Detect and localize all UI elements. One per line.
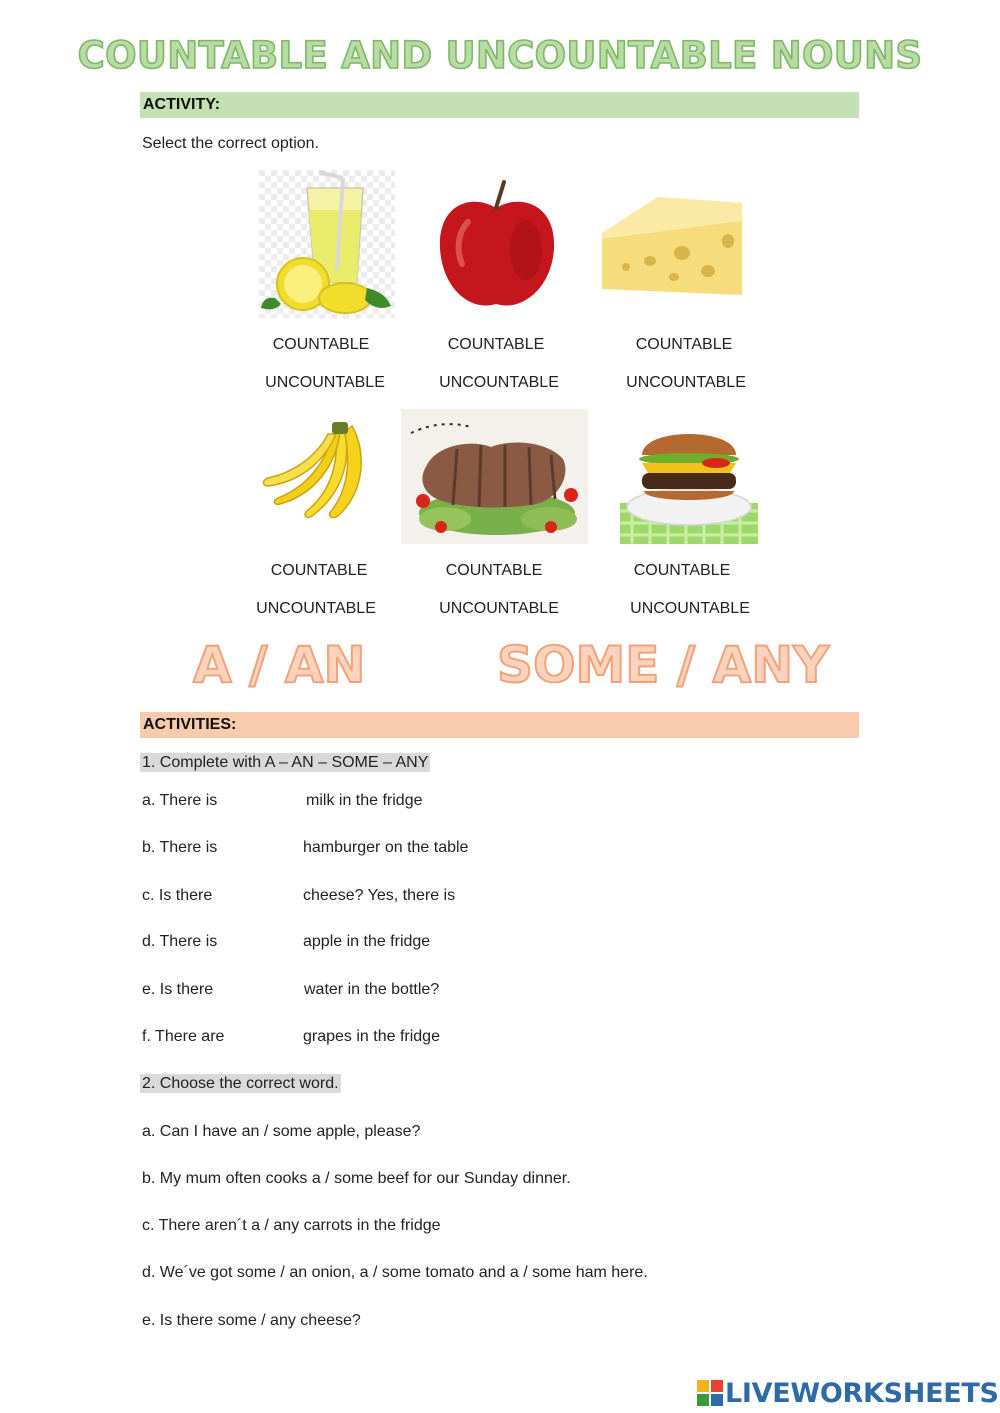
cheese-image bbox=[598, 193, 744, 301]
exercise1-item-c-before: c. Is there bbox=[142, 887, 213, 904]
exercise1-item-b-before: b. There is bbox=[142, 839, 218, 856]
exercise2-item-c[interactable]: c. There aren´t a / any carrots in the fridge bbox=[142, 1217, 441, 1234]
exercise1-item-e-before: e. Is there bbox=[142, 981, 214, 998]
apple-uncountable-option[interactable]: UNCOUNTABLE bbox=[439, 374, 559, 391]
exercise2-item-d[interactable]: d. We´ve got some / an onion, a / some tomato and a / some ham here. bbox=[142, 1264, 648, 1281]
exercise2-title bbox=[140, 1075, 341, 1093]
lemonade-image bbox=[259, 170, 395, 318]
exercise1-item-f-before: f. There are bbox=[142, 1028, 225, 1045]
bananas-image bbox=[262, 420, 374, 524]
activities-bar bbox=[140, 712, 859, 738]
exercise1-item-e-blank[interactable] bbox=[226, 979, 298, 1001]
hamburger-countable-option[interactable]: COUNTABLE bbox=[633, 562, 731, 579]
instruction-text: Select the correct option. bbox=[142, 135, 319, 152]
exercise1-item-b-blank[interactable] bbox=[228, 837, 298, 859]
roast-beef-countable-option[interactable]: COUNTABLE bbox=[445, 562, 543, 579]
exercise1-item-a-after: milk in the fridge bbox=[306, 792, 423, 809]
roast-beef-image bbox=[401, 409, 588, 544]
activity-bar bbox=[140, 92, 859, 118]
exercise1-item-f-blank[interactable] bbox=[236, 1026, 298, 1048]
bananas-uncountable-option[interactable]: UNCOUNTABLE bbox=[256, 600, 376, 617]
roast-beef-uncountable-option[interactable]: UNCOUNTABLE bbox=[439, 600, 559, 617]
page-title: COUNTABLE AND UNCOUNTABLE NOUNS bbox=[77, 34, 923, 77]
bananas-countable-option[interactable]: COUNTABLE bbox=[270, 562, 368, 579]
liveworksheets-logo-text: LIVEWORKSHEETS bbox=[725, 1378, 999, 1409]
a-an-heading: A / AN bbox=[193, 636, 366, 694]
activities-label: ACTIVITIES: bbox=[143, 716, 237, 733]
exercise1-item-c-after: cheese? Yes, there is bbox=[303, 887, 456, 904]
hamburger-image bbox=[620, 407, 758, 544]
activity-label: ACTIVITY: bbox=[143, 96, 221, 113]
exercise2-item-b[interactable]: b. My mum often cooks a / some beef for our Sunday dinner. bbox=[142, 1170, 571, 1187]
cheese-countable-option[interactable]: COUNTABLE bbox=[635, 336, 733, 353]
exercise2-title-text: 2. Choose the correct word. bbox=[142, 1075, 339, 1092]
lemonade-countable-option[interactable]: COUNTABLE bbox=[272, 336, 370, 353]
exercise1-item-d-after: apple in the fridge bbox=[303, 933, 431, 950]
exercise1-item-c-blank[interactable] bbox=[226, 885, 298, 907]
hamburger-uncountable-option[interactable]: UNCOUNTABLE bbox=[630, 600, 750, 617]
exercise2-item-e[interactable]: e. Is there some / any cheese? bbox=[142, 1312, 361, 1329]
exercise1-item-d-blank[interactable] bbox=[228, 931, 298, 953]
exercise1-item-a-before: a. There is bbox=[142, 792, 218, 809]
apple-countable-option[interactable]: COUNTABLE bbox=[447, 336, 545, 353]
exercise1-title-text: 1. Complete with A – AN – SOME – ANY bbox=[142, 754, 429, 771]
exercise1-item-f-after: grapes in the fridge bbox=[303, 1028, 440, 1045]
exercise1-item-e-after: water in the bottle? bbox=[304, 981, 440, 998]
liveworksheets-logo-icon bbox=[697, 1380, 723, 1406]
cheese-uncountable-option[interactable]: UNCOUNTABLE bbox=[626, 374, 746, 391]
some-any-heading: SOME / ANY bbox=[497, 636, 830, 694]
exercise1-item-d-before: d. There is bbox=[142, 933, 218, 950]
exercise1-item-b-after: hamburger on the table bbox=[303, 839, 469, 856]
exercise1-item-a-blank[interactable] bbox=[228, 790, 300, 812]
lemonade-uncountable-option[interactable]: UNCOUNTABLE bbox=[265, 374, 385, 391]
exercise2-item-a[interactable]: a. Can I have an / some apple, please? bbox=[142, 1123, 421, 1140]
apple-image bbox=[434, 178, 559, 314]
exercise1-title bbox=[140, 754, 430, 772]
